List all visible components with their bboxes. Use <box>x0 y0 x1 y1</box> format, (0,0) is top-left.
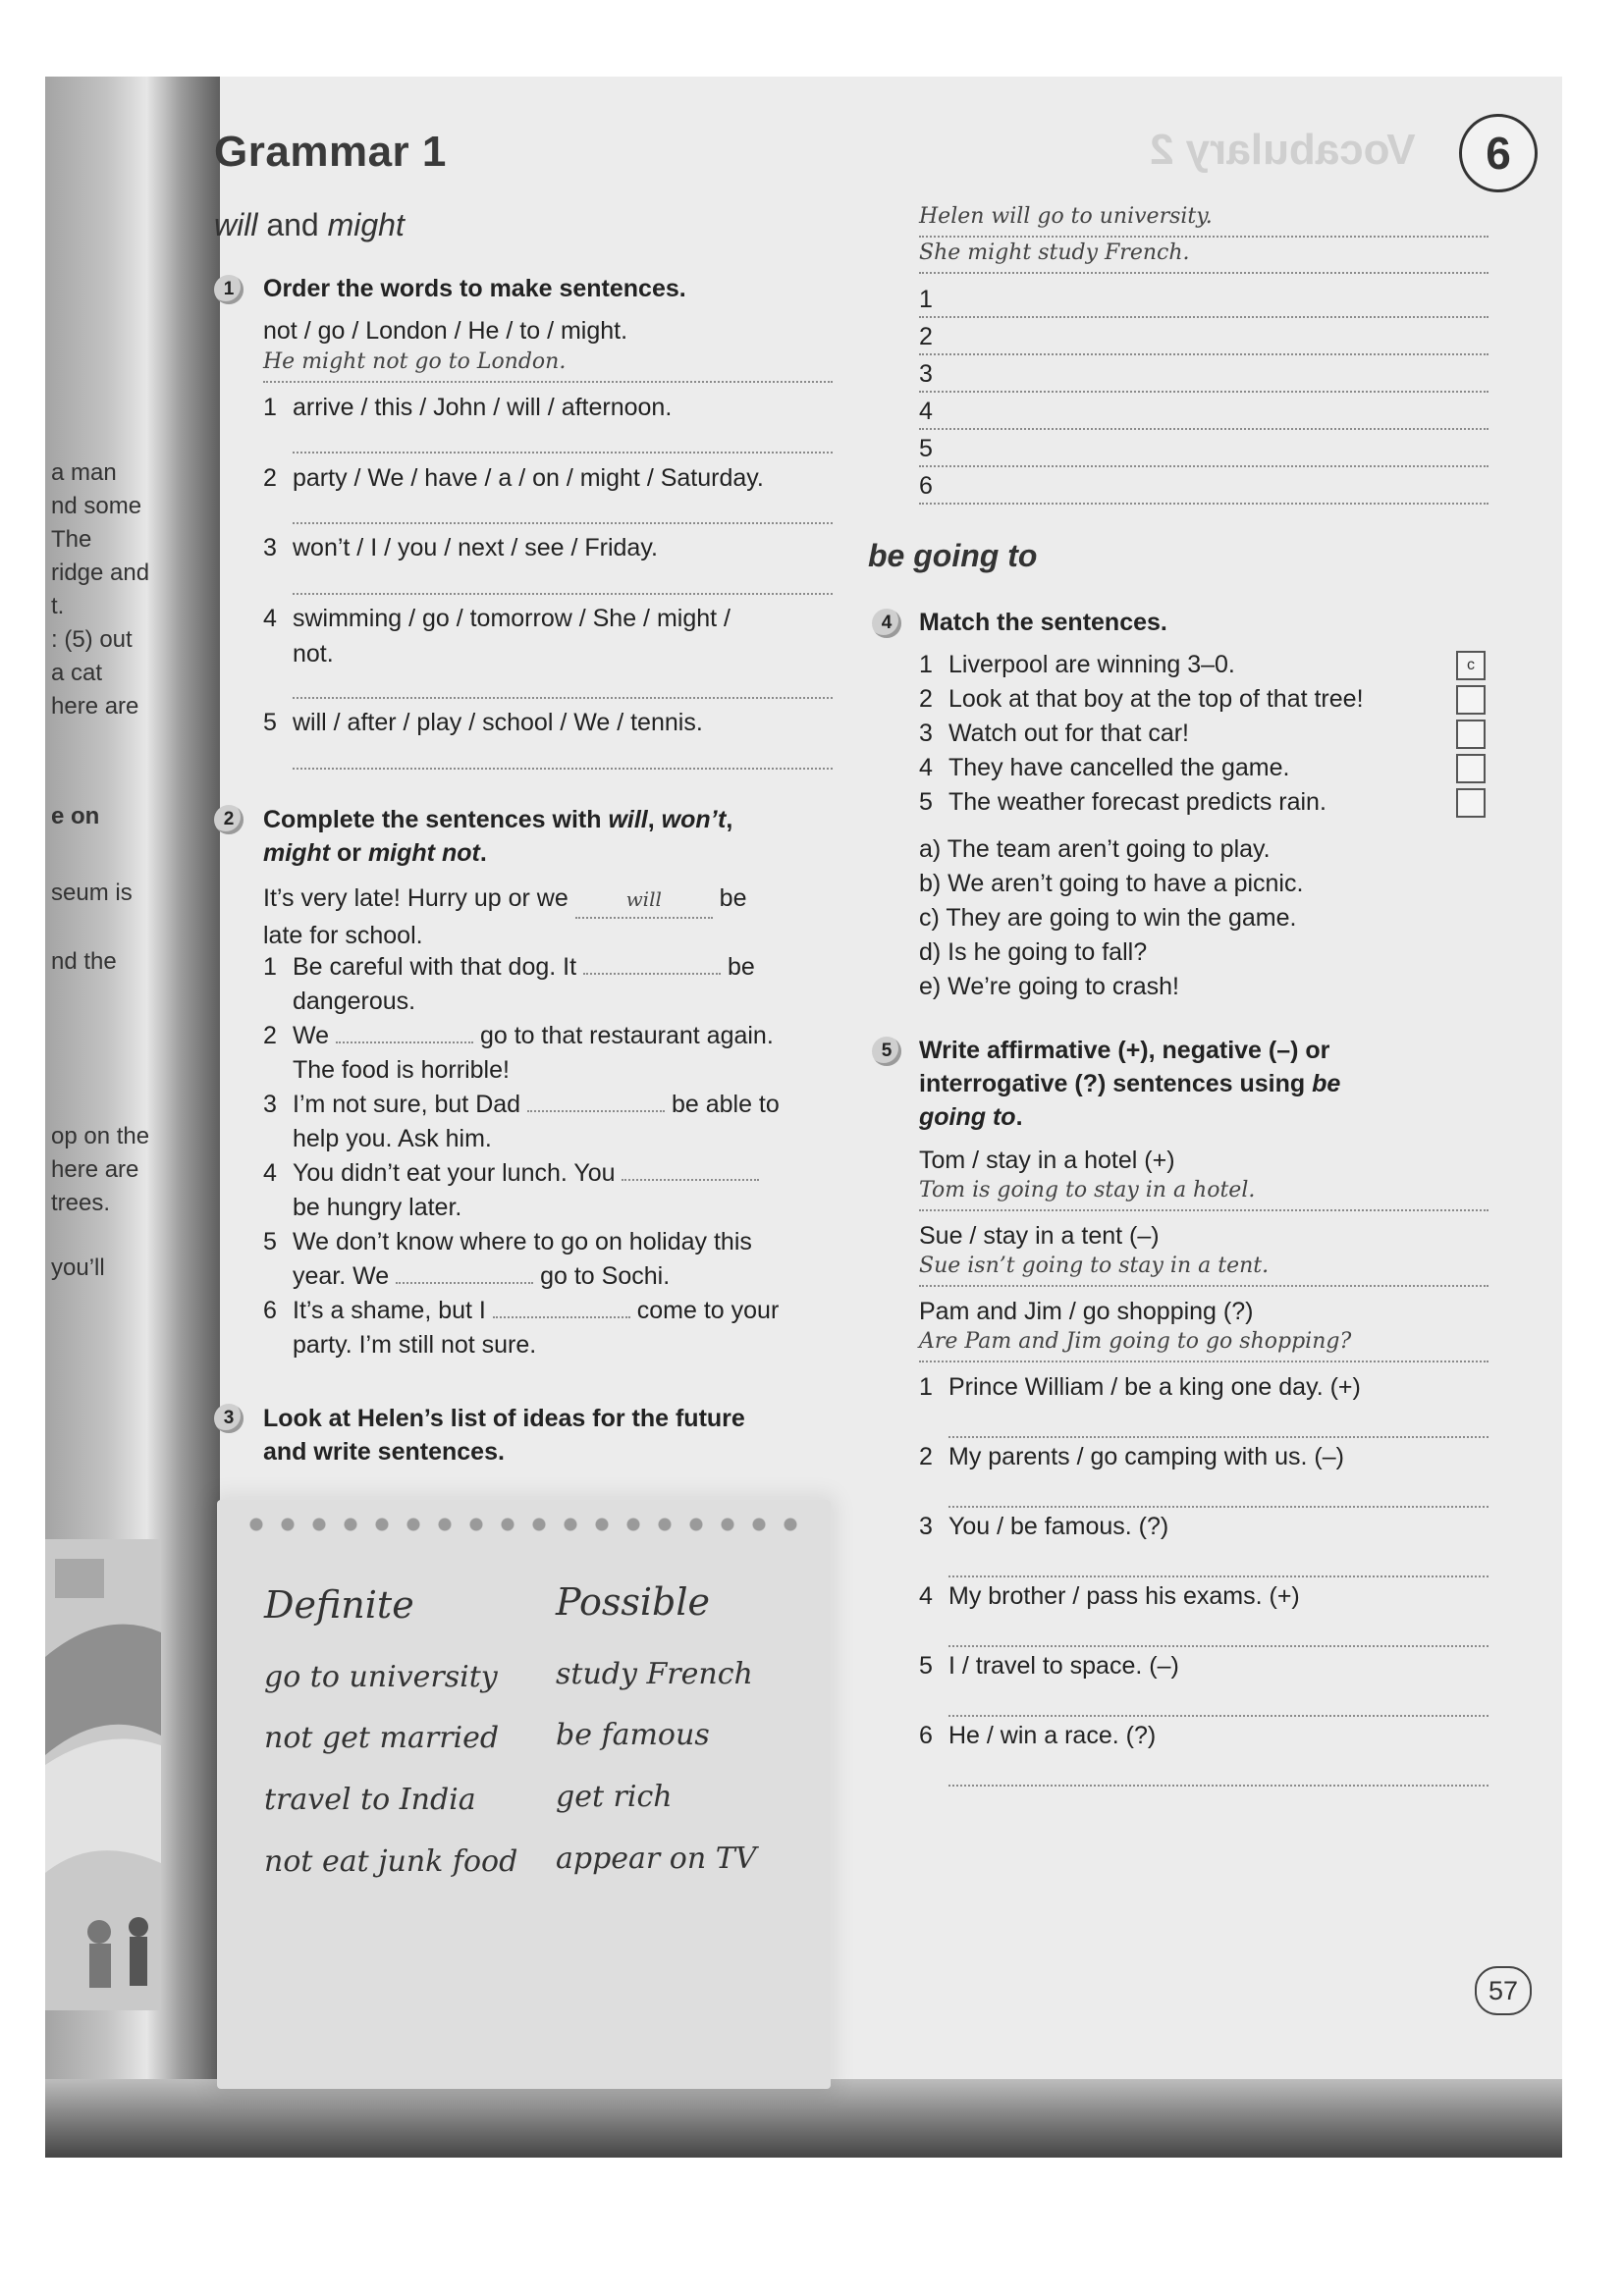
exercise-1-item <box>263 602 731 636</box>
exercise-3-answer-line[interactable] <box>919 395 1489 430</box>
item-number: 4 <box>263 605 277 632</box>
item-text: arrive / this / John / will / afternoon. <box>293 394 673 421</box>
prev-line: nd the <box>51 948 117 975</box>
exercise-4-item <box>919 785 1326 820</box>
exercise-4-instruction: Match the sentences. <box>919 609 1167 636</box>
item-number: 6 <box>263 1297 277 1324</box>
item-number: 4 <box>919 1582 933 1610</box>
exercise-5-example-answer: Are Pam and Jim going to go shopping? <box>919 1329 1489 1362</box>
instruction-text: Complete the sentences with <box>263 806 609 833</box>
prev-line: seum is <box>51 880 133 906</box>
exercise-1-item <box>263 461 764 496</box>
exercise-3-instruction <box>263 1402 745 1468</box>
exercise-2-item <box>263 1088 852 1156</box>
exercise-2-instruction <box>263 803 842 870</box>
possible-item: study French <box>556 1657 753 1691</box>
exercise-number-badge: 1 <box>214 275 244 304</box>
answer-line[interactable] <box>293 522 833 524</box>
definite-item: travel to India <box>264 1783 476 1817</box>
item-number: 1 <box>263 394 277 421</box>
item-text: won’t / I / you / next / see / Friday. <box>293 534 658 561</box>
prev-line: here are <box>51 693 139 720</box>
possible-item: be famous <box>556 1718 710 1752</box>
instruction-sep: . <box>479 839 487 867</box>
exercise-5-example-answer: Sue isn’t going to stay in a tent. <box>919 1254 1489 1287</box>
item-text: I’m not sure, but Dad <box>293 1091 521 1118</box>
exercise-3-answer-line[interactable] <box>919 283 1489 318</box>
prev-line: e on <box>51 803 100 829</box>
answer-line[interactable] <box>948 1785 1489 1787</box>
answer-line[interactable] <box>948 1436 1489 1438</box>
item-number: 5 <box>263 709 277 736</box>
exercise-4-option: e) We’re going to crash! <box>919 973 1179 1000</box>
item-text: Watch out for that car! <box>948 720 1190 747</box>
exercise-number-badge: 3 <box>214 1404 244 1433</box>
gap-blank[interactable] <box>336 1020 473 1043</box>
item-number: 1 <box>263 953 277 981</box>
answer-line[interactable] <box>293 768 833 770</box>
exercise-5-example-prompt: Tom / stay in a hotel (+) <box>919 1147 1175 1174</box>
item-text: dangerous. <box>293 988 416 1015</box>
instruction-line: and write sentences. <box>263 1438 505 1466</box>
item-text: The weather forecast predicts rain. <box>948 788 1326 816</box>
line-number: 6 <box>919 472 933 500</box>
instruction-sep: or <box>330 839 368 867</box>
item-text: Look at that boy at the top of that tree! <box>948 685 1364 713</box>
prev-line: t. <box>51 593 65 619</box>
instruction-line: Write affirmative (+), negative (–) or <box>919 1037 1330 1064</box>
heading-and: and <box>266 207 319 242</box>
exercise-5-example-answer: Tom is going to stay in a hotel. <box>919 1178 1489 1211</box>
item-text: party. I’m still not sure. <box>293 1331 537 1359</box>
page-title: Grammar 1 <box>214 128 447 176</box>
exercise-4-option: d) Is he going to fall? <box>919 938 1148 966</box>
exercise-number-badge: 5 <box>872 1037 901 1066</box>
keyword: going to <box>919 1103 1016 1131</box>
exercise-number-badge: 2 <box>214 805 244 834</box>
item-number: 4 <box>263 1159 277 1187</box>
item-text: You / be famous. (?) <box>948 1513 1169 1540</box>
unit-badge: 6 <box>1459 114 1538 192</box>
answer-line[interactable] <box>293 593 833 595</box>
line-number: 1 <box>919 286 933 313</box>
exercise-5-item <box>919 1440 1344 1474</box>
line-number: 3 <box>919 360 933 388</box>
exercise-5-item <box>919 1510 1168 1544</box>
item-text: You didn’t eat your lunch. You <box>293 1159 616 1187</box>
definite-item: not eat junk food <box>264 1844 518 1879</box>
item-text: swimming / go / tomorrow / She / might / <box>293 605 731 632</box>
item-number: 2 <box>263 464 277 492</box>
page-number: 57 <box>1475 1966 1532 2015</box>
item-number: 5 <box>919 788 933 816</box>
item-number: 2 <box>919 685 933 713</box>
prev-line: you’ll <box>51 1255 105 1281</box>
exercise-4-option: b) We aren’t going to have a picnic. <box>919 870 1304 897</box>
gap-blank[interactable] <box>527 1089 665 1112</box>
exercise-2-item <box>263 1294 852 1362</box>
definite-heading: Definite <box>264 1583 414 1627</box>
answer-line[interactable] <box>948 1506 1489 1508</box>
item-number: 2 <box>919 1443 933 1470</box>
prev-line: The <box>51 526 92 553</box>
exercise-5-item <box>919 1649 1179 1683</box>
item-number: 1 <box>919 1373 933 1401</box>
example-part: It’s very late! Hurry up or we <box>263 884 568 912</box>
answer-line[interactable] <box>948 1715 1489 1717</box>
exercise-5-instruction <box>919 1034 1508 1134</box>
heading-will: will <box>214 207 258 242</box>
exercise-2-item <box>263 1156 852 1225</box>
item-text: Prince William / be a king one day. (+) <box>948 1373 1361 1401</box>
example-part: be <box>719 884 747 912</box>
item-number: 5 <box>919 1652 933 1680</box>
item-text: be able to <box>671 1091 780 1118</box>
exercise-2-item <box>263 1225 852 1294</box>
prev-line: a man <box>51 459 117 486</box>
line-number: 4 <box>919 398 933 425</box>
exercise-1-instruction: Order the words to make sentences. <box>263 275 686 302</box>
keyword: might <box>263 839 331 867</box>
prev-line: nd some <box>51 493 142 519</box>
possible-item: get rich <box>556 1780 673 1814</box>
gap-blank[interactable] <box>493 1295 630 1318</box>
exercise-number-badge: 4 <box>872 609 901 638</box>
exercise-5-item <box>919 1579 1300 1614</box>
prev-line: ridge and <box>51 560 150 586</box>
item-text: We <box>293 1022 330 1049</box>
match-answer-box[interactable] <box>1456 720 1486 749</box>
section-heading-be-going-to: be going to <box>868 538 1038 573</box>
item-text: come to your <box>636 1297 780 1324</box>
definite-item: go to university <box>264 1660 498 1694</box>
item-number: 5 <box>263 1228 277 1255</box>
exercise-1-item <box>263 531 658 565</box>
item-number: 3 <box>919 1513 933 1540</box>
item-text: The food is horrible! <box>293 1056 510 1084</box>
section-heading-will-might <box>214 207 405 243</box>
prev-line: a cat <box>51 660 103 686</box>
exercise-3-answer-line[interactable] <box>919 432 1489 467</box>
previous-page-illustration <box>45 1539 161 2010</box>
item-number: 6 <box>919 1722 933 1749</box>
exercise-4-item <box>919 648 1235 682</box>
exercise-4-item <box>919 717 1189 751</box>
prev-line: : (5) out <box>51 626 133 653</box>
item-number: 4 <box>919 754 933 781</box>
item-text: It’s a shame, but I <box>293 1297 486 1324</box>
page-bottom-shadow <box>45 2079 1562 2158</box>
item-text: Be careful with that dog. It <box>293 953 577 981</box>
gap-blank[interactable] <box>396 1260 533 1284</box>
keyword: won’t <box>661 806 727 833</box>
instruction-line: Look at Helen’s list of ideas for the future <box>263 1405 745 1432</box>
item-text: help you. Ask him. <box>293 1125 492 1152</box>
item-text: He / win a race. (?) <box>948 1722 1157 1749</box>
gap-blank[interactable] <box>622 1157 759 1181</box>
item-number: 3 <box>263 534 277 561</box>
item-number: 3 <box>263 1091 277 1118</box>
match-answer-box[interactable] <box>1456 788 1486 818</box>
item-text: be hungry later. <box>293 1194 462 1221</box>
line-number: 5 <box>919 435 933 462</box>
item-number: 1 <box>919 651 933 678</box>
heading-might: might <box>327 207 405 242</box>
prev-line: trees. <box>51 1190 111 1216</box>
exercise-4-option: c) They are going to win the game. <box>919 904 1297 932</box>
exercise-2-item <box>263 1019 852 1088</box>
keyword: might not <box>367 839 480 867</box>
item-number: 2 <box>263 1022 277 1049</box>
item-text: Liverpool are winning 3–0. <box>948 651 1235 678</box>
exercise-4-item <box>919 751 1289 785</box>
prev-line: op on the <box>51 1123 150 1149</box>
match-answer-box[interactable]: c <box>1456 651 1486 680</box>
exercise-4-option: a) The team aren’t going to play. <box>919 835 1271 863</box>
exercise-1-item-continued: not. <box>293 640 334 667</box>
exercise-5-example-prompt: Pam and Jim / go shopping (?) <box>919 1298 1254 1325</box>
exercise-3-example-answer: She might study French. <box>919 240 1489 274</box>
possible-heading: Possible <box>556 1580 711 1624</box>
item-text: We don’t know where to go on holiday this <box>293 1228 752 1255</box>
item-text: be <box>727 953 755 981</box>
exercise-5-example-prompt: Sue / stay in a tent (–) <box>919 1222 1160 1250</box>
exercise-1-item <box>263 706 703 740</box>
answer-line[interactable] <box>948 1575 1489 1577</box>
answer-line[interactable] <box>293 452 833 454</box>
exercise-1-example-answer: He might not go to London. <box>263 349 833 383</box>
exercise-4-item <box>919 682 1364 717</box>
possible-item: appear on TV <box>556 1842 757 1876</box>
keyword: will <box>608 806 648 833</box>
notepad-binding <box>241 1518 807 1531</box>
item-text: go to Sochi. <box>540 1262 671 1290</box>
bleed-through-ghost: Vocabulary 2 <box>1150 126 1416 174</box>
item-text: party / We / have / a / on / might / Saturday. <box>293 464 764 492</box>
exercise-3-answer-line[interactable] <box>919 357 1489 393</box>
example-answer: will <box>575 882 713 919</box>
item-text: My brother / pass his exams. (+) <box>948 1582 1300 1610</box>
item-text: will / after / play / school / We / tennis. <box>293 709 703 736</box>
match-answer-box[interactable] <box>1456 754 1486 783</box>
instruction-sep: , <box>726 806 733 833</box>
answer-line[interactable] <box>948 1645 1489 1647</box>
instruction-sep: . <box>1015 1103 1023 1131</box>
exercise-1-item <box>263 391 672 425</box>
exercise-3-answer-line[interactable] <box>919 320 1489 355</box>
answer-line[interactable] <box>293 697 833 699</box>
exercise-3-answer-line[interactable] <box>919 469 1489 505</box>
definite-item: not get married <box>264 1721 500 1755</box>
example-part: late for school. <box>263 922 423 949</box>
exercise-2-example <box>263 881 842 953</box>
workbook-page <box>45 77 1562 2158</box>
instruction-sep: , <box>647 806 662 833</box>
match-answer-box[interactable] <box>1456 685 1486 715</box>
exercise-1-example: not / go / London / He / to / might. <box>263 317 628 345</box>
item-text: My parents / go camping with us. (–) <box>948 1443 1344 1470</box>
item-number: 3 <box>919 720 933 747</box>
helens-list-notepad <box>217 1500 831 2089</box>
keyword: be <box>1312 1070 1341 1097</box>
item-text: go to that restaurant again. <box>479 1022 774 1049</box>
line-number: 2 <box>919 323 933 350</box>
exercise-5-item <box>919 1719 1156 1753</box>
item-text: I / travel to space. (–) <box>948 1652 1179 1680</box>
exercise-3-example-answer: Helen will go to university. <box>919 204 1489 238</box>
gap-blank[interactable] <box>583 951 721 975</box>
item-text: year. We <box>293 1262 390 1290</box>
exercise-5-item <box>919 1370 1361 1405</box>
prev-line: here are <box>51 1156 139 1183</box>
item-text: They have cancelled the game. <box>948 754 1290 781</box>
instruction-line: interrogative (?) sentences using <box>919 1070 1313 1097</box>
exercise-2-item <box>263 950 852 1019</box>
